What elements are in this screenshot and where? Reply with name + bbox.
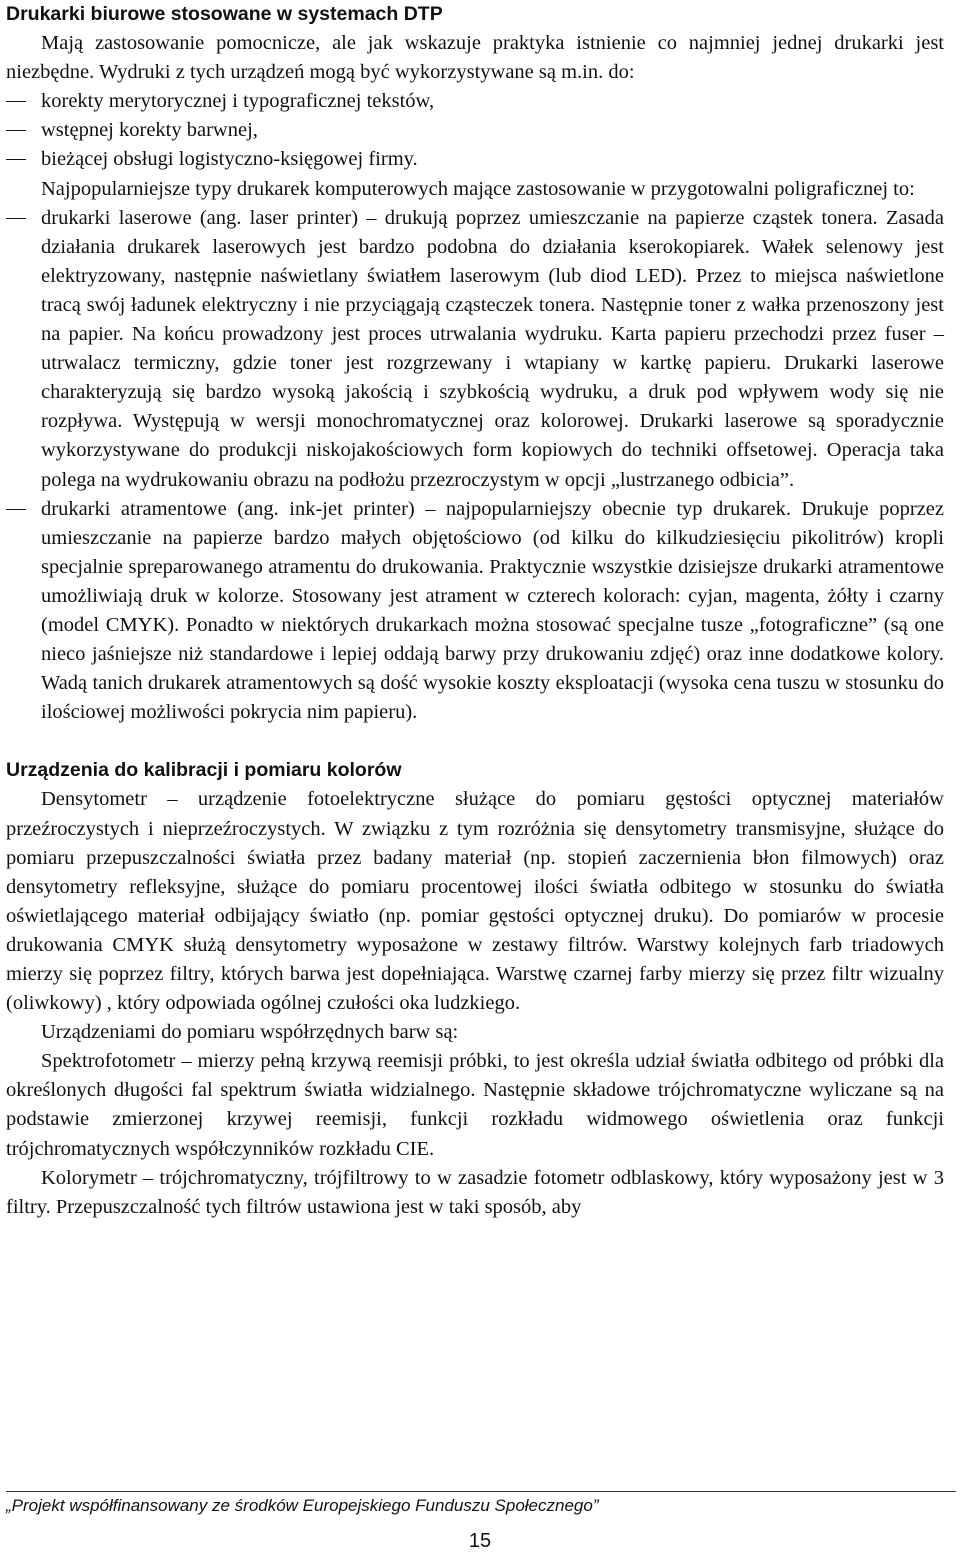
section-heading-calibration: Urządzenia do kalibracji i pomiaru kolorów bbox=[6, 759, 402, 782]
page-number: 15 bbox=[468, 1530, 492, 1552]
printers-intro-paragraph: Mają zastosowanie pomocnicze, ale jak wskazuje praktyka istnienie co najmniej jednej drukarki jest niezbędne. Wydruki z tych urządzeń mogą być wykorzystywane są m.in. do: bbox=[6, 32, 944, 84]
list-item: bieżącej obsługi logistyczno-księgowej firmy. bbox=[6, 145, 944, 174]
color-coordinates-intro: Urządzeniami do pomiaru współrzędnych barw są: bbox=[41, 1021, 459, 1044]
section-gap bbox=[6, 727, 944, 756]
laser-printer-item: drukarki laserowe (ang. laser printer) – drukują poprzez umieszczanie na papierze cząstek tonera. Zasada działania drukarek laserowych jest bardzo podobna do działania kserokopiarek. Wałek selenowy jest elektryzowany, następnie naświetlany światłem laserowym (lub diod LED). Przez to miejsca naświetlone tracą swój ładunek elektryczny i nie przyciągają cząsteczek tonera. Następnie toner z wałka przenoszony jest na papier. Na końcu prowadzony jest proces utrwalania wydruku. Karta papieru przechodzi przez fuser – utrwalacz termiczny, gdzie toner jest rozgrzewany i wtapiany w kartkę papieru. Drukarki laserowe charakteryzują się bardzo wysoką jakością i szybkością wydruku, a druk pod wpływem wody się nie rozpływa. Występują w wersji monochromatycznej oraz kolorowej. Drukarki laserowe są sporadycznie wykorzystywane do produkcji niskojakościowych form kopiowych do techniki offsetowej. Operacja taka polega na wydrukowaniu obrazu na podłożu przezroczystym w opcji „lustrzanego odbicia”. bbox=[6, 204, 944, 495]
colorimeter-paragraph: Kolorymetr – trójchromatyczny, trójfiltrowy to w zasadzie fotometr odblaskowy, który wyposażony jest w 3 filtry. Przepuszczalność tych filtrów ustawiona jest w taki sposób, aby bbox=[6, 1166, 944, 1218]
list-item: korekty merytorycznej i typograficznej tekstów, bbox=[6, 87, 944, 116]
uses-list bbox=[6, 87, 944, 174]
footer-funding-note: „Projekt współfinansowany ze środków Europejskiego Funduszu Społecznego” bbox=[6, 1496, 599, 1515]
spectrophotometer-paragraph: Spektrofotometr – mierzy pełną krzywą reemisji próbki, to jest określa udział światła odbitego od próbki dla określonych długości fal spektrum światła widzialnego. Następnie składowe trójchromatyczne wyliczane są na podstawie zmierzonej krzywej reemisji, funkcji rozkładu widmowego oświetlenia oraz funkcji trójchromatycznych współczynników rozkładu CIE. bbox=[6, 1050, 944, 1160]
list-item: wstępnej korekty barwnej, bbox=[6, 116, 944, 145]
section-heading-printers: Drukarki biurowe stosowane w systemach DTP bbox=[6, 3, 443, 25]
page-content bbox=[6, 0, 944, 1222]
inkjet-printer-item: drukarki atramentowe (ang. ink-jet printer) – najpopularniejszy obecnie typ drukarek. Drukuje poprzez umieszczanie na papierze bardzo małych objętościowo (od kilku do kilkudziesięciu pikolitrów) kropli specjalnie spreparowanego atramentu do drukowania. Praktycznie wszystkie dzisiejsze drukarki atramentowe umożliwiają druk w kolorze. Stosowany jest atrament w czterech kolorach: cyjan, magenta, żółty i czarny (model CMYK). Ponadto w niektórych drukarkach można stosować specjalne tusze „fotograficzne” (są one nieco jaśniejsze niż standardowe i lepiej oddają barwy przy drukowaniu zdjęć) oraz inne dodatkowe kolory. Wadą tanich drukarek atramentowych są dość wysokie koszty eksploatacji (wysoka cena tuszu w stosunku do ilościowej możliwości pokrycia nim papieru). bbox=[6, 495, 944, 728]
densitometer-paragraph: Densytometr – urządzenie fotoelektryczne służące do pomiaru gęstości optycznej materiałów przeźroczystych i nieprzeźroczystych. W związku z tym rozróżnia się densytometry transmisyjne, służące do pomiaru przepuszczalności światła przez badany materiał (np. stopień zaczernienia błon filmowych) oraz densytometry refleksyjne, służące do pomiaru procentowej ilości światła odbitego w stosunku do światła oświetlającego materiał odbijający światło (np. pomiar gęstości optycznej druku). Do pomiarów w procesie drukowania CMYK służą densytometry wyposażone w zestawy filtrów. Warstwy kolejnych farb triadowych mierzy się poprzez filtry, których barwa jest dopełniająca. Warstwę czarnej farby mierzy się przez filtr wizualny (oliwkowy) , który odpowiada ogólnej czułości oka ludzkiego. bbox=[6, 788, 944, 1015]
printer-types-intro: Najpopularniejsze typy drukarek komputerowych mające zastosowanie w przygotowalni poligraficznej to: bbox=[41, 177, 915, 200]
footer-divider bbox=[6, 1491, 956, 1492]
